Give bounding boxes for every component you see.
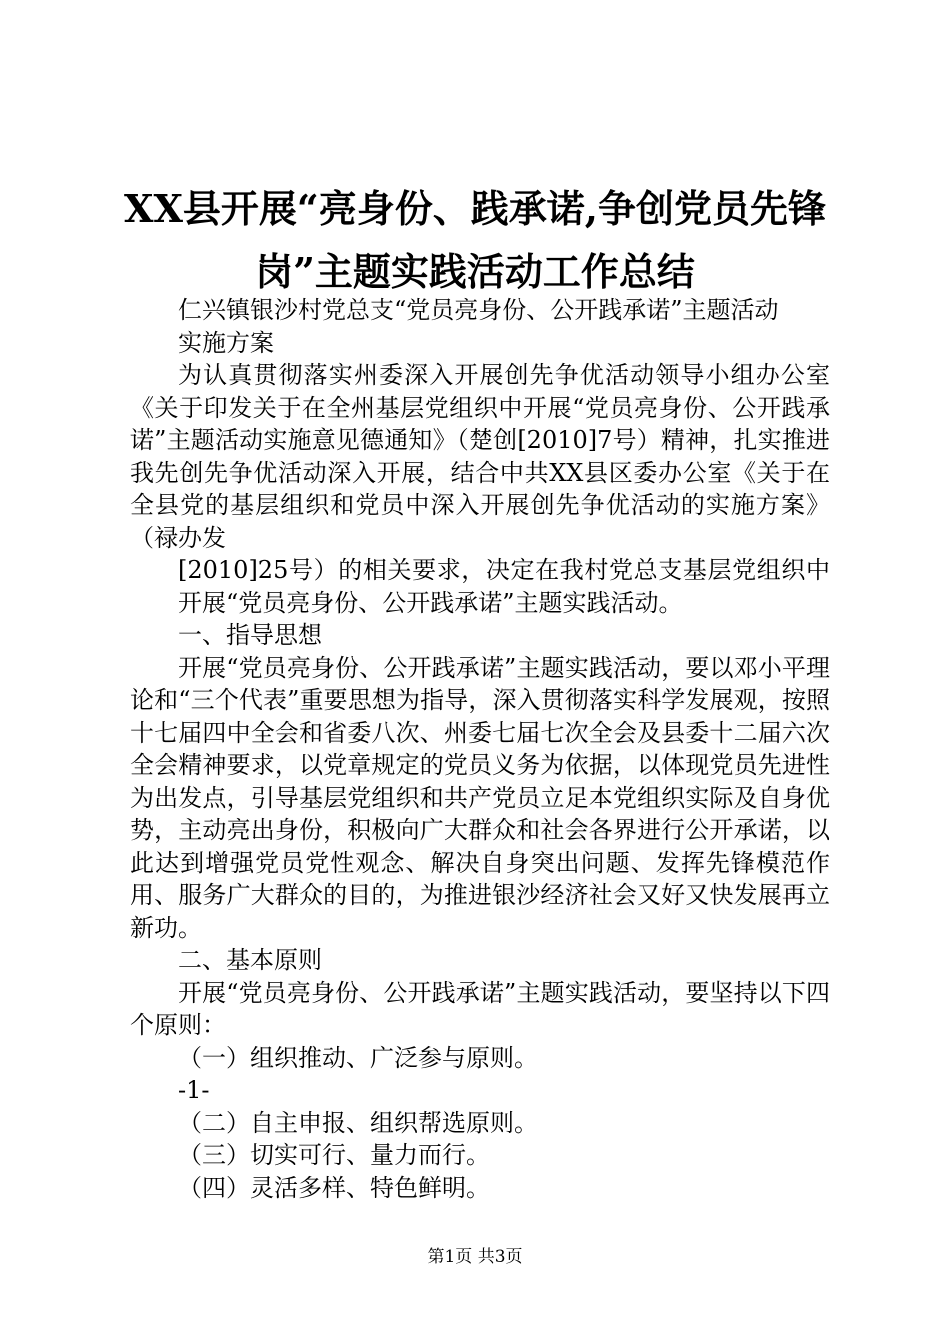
paragraph-heading: 仁兴镇银沙村党总支“党员亮身份、公开践承诺”主题活动 [178,296,779,324]
list-item: （一）组织推动、广泛参与原则。 [178,1043,538,1072]
section-heading: 二、基本原则 [178,946,322,974]
paragraph: 为认真贯彻落实州委深入开展创先争优活动领导小组办公室《关于印发关于在全州基层党组织中开展“党员亮身份、公开践承诺”主题活动实施意见德通知》（楚创[2010]7号）精神，扎实推进我先创先争优活动深入开展，结合中共XX县区委办公室《关于在全县党的基层组织和党员中深入开展创先争优活动的实施方案》（禄办发 [130,361,830,552]
list-item: （四）灵活多样、特色鲜明。 [178,1173,490,1202]
paragraph-subheading: 实施方案 [178,328,274,357]
page-footer: 第1页 共3页 [427,1247,523,1267]
document-body [130,294,830,1204]
inline-page-number: -1- [178,1076,210,1104]
section-heading: 一、指导思想 [178,621,322,649]
document-title-line1: XX县开展“亮身份、践承诺,争创党员先锋 [123,186,827,231]
list-item: （三）切实可行、量力而行。 [178,1141,490,1169]
paragraph: [2010]25号）的相关要求，决定在我村党总支基层党组织中开展“党员亮身份、公开践承诺”主题实践活动。 [178,556,830,617]
paragraph: 开展“党员亮身份、公开践承诺”主题实践活动，要坚持以下四个原则： [130,978,830,1039]
list-item: （二）自主申报、组织帮选原则。 [178,1108,538,1137]
document-title-line2: 岗”主题实践活动工作总结 [255,249,695,294]
paragraph: 开展“党员亮身份、公开践承诺”主题实践活动，要以邓小平理论和“三个代表”重要思想为指导，深入贯彻落实科学发展观，按照十七届四中全会和省委八次、州委七届七次全会及县委十二届六次全会精神要求，以党章规定的党员义务为依据，以体现党员先进性为出发点，引导基层党组织和共产党员立足本党组织实际及自身优势，主动亮出身份，积极向广大群众和社会各界进行公开承诺，以此达到增强党员党性观念、解决自身突出问题、发挥先锋模范作用、服务广大群众的目的，为推进银沙经济社会又好又快发展再立新功。 [130,653,830,942]
